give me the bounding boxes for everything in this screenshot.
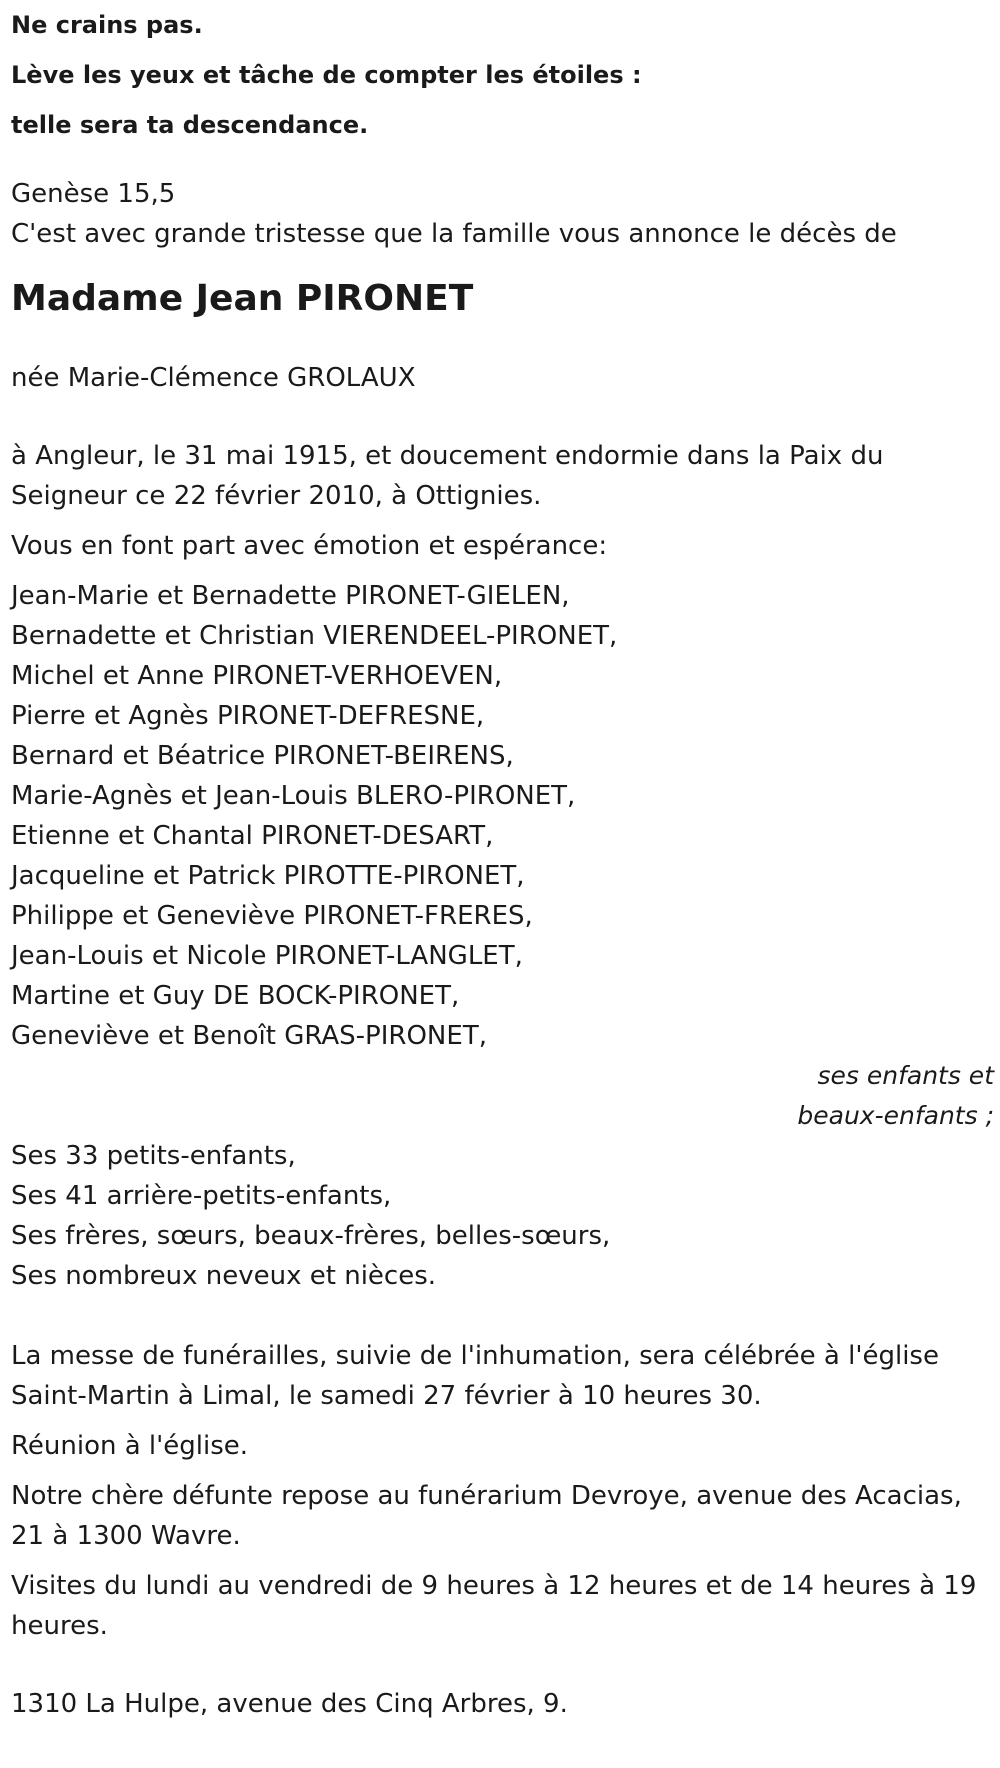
list-item: Jean-Louis et Nicole PIRONET-LANGLET, xyxy=(11,941,523,971)
children-list xyxy=(11,576,991,1056)
verse-line-2: Lève les yeux et tâche de compter les étoiles : xyxy=(11,61,642,89)
obituary-notice xyxy=(11,0,994,1724)
birth-death-line-2: Seigneur ce 22 février 2010, à Ottignies. xyxy=(11,481,542,511)
list-item: Michel et Anne PIRONET-VERHOEVEN, xyxy=(11,661,503,691)
announce-text: Vous en font part avec émotion et espérance: xyxy=(11,531,608,561)
list-item: Ses 41 arrière-petits-enfants, xyxy=(11,1181,392,1211)
resting-place-info xyxy=(11,1476,991,1556)
list-item: Ses nombreux neveux et nièces. xyxy=(11,1261,437,1291)
funeral-mass-info xyxy=(11,1336,991,1416)
extended-family-list xyxy=(11,1136,991,1296)
list-item: Bernard et Béatrice PIRONET-BEIRENS, xyxy=(11,741,514,771)
relation-line-1: ses enfants et xyxy=(817,1061,994,1090)
rest-line-1: Notre chère défunte repose au funérarium Devroye, avenue des Acacias, xyxy=(11,1481,962,1511)
birth-death-line-1: à Angleur, le 31 mai 1915, et doucement endormie dans la Paix du xyxy=(11,441,884,471)
list-item: Etienne et Chantal PIRONET-DESART, xyxy=(11,821,494,851)
verse-line-3: telle sera ta descendance. xyxy=(11,111,369,139)
funeral-line-2: Saint-Martin à Limal, le samedi 27 février à 10 heures 30. xyxy=(11,1381,762,1411)
list-item: Ses 33 petits-enfants, xyxy=(11,1141,296,1171)
deceased-name: Madame Jean PIRONET xyxy=(11,278,474,319)
bible-verse xyxy=(11,0,991,150)
maiden-name: née Marie-Clémence GROLAUX xyxy=(11,363,416,393)
verse-reference: Genèse 15,5 xyxy=(11,179,176,209)
visits-info xyxy=(11,1566,991,1646)
children-relation xyxy=(11,1056,994,1136)
family-address: 1310 La Hulpe, avenue des Cinq Arbres, 9. xyxy=(11,1689,568,1719)
visits-line-1: Visites du lundi au vendredi de 9 heures à 12 heures et de 14 heures à 19 xyxy=(11,1571,977,1601)
list-item: Jacqueline et Patrick PIROTTE-PIRONET, xyxy=(11,861,525,891)
list-item: Geneviève et Benoît GRAS-PIRONET, xyxy=(11,1021,487,1051)
list-item: Bernadette et Christian VIERENDEEL-PIRONET, xyxy=(11,621,618,651)
visits-line-2: heures. xyxy=(11,1611,108,1641)
rest-line-2: 21 à 1300 Wavre. xyxy=(11,1521,241,1551)
intro-text: C'est avec grande tristesse que la famille vous annonce le décès de xyxy=(11,219,897,249)
list-item: Marie-Agnès et Jean-Louis BLERO-PIRONET, xyxy=(11,781,576,811)
relation-line-2: beaux-enfants ; xyxy=(797,1101,994,1130)
list-item: Philippe et Geneviève PIRONET-FRERES, xyxy=(11,901,533,931)
list-item: Ses frères, sœurs, beaux-frères, belles-sœurs, xyxy=(11,1221,611,1251)
birth-death-info xyxy=(11,436,991,516)
verse-line-1: Ne crains pas. xyxy=(11,11,203,39)
meeting-info: Réunion à l'église. xyxy=(11,1431,249,1461)
funeral-line-1: La messe de funérailles, suivie de l'inhumation, sera célébrée à l'église xyxy=(11,1341,939,1371)
list-item: Pierre et Agnès PIRONET-DEFRESNE, xyxy=(11,701,485,731)
list-item: Jean-Marie et Bernadette PIRONET-GIELEN, xyxy=(11,581,570,611)
list-item: Martine et Guy DE BOCK-PIRONET, xyxy=(11,981,460,1011)
